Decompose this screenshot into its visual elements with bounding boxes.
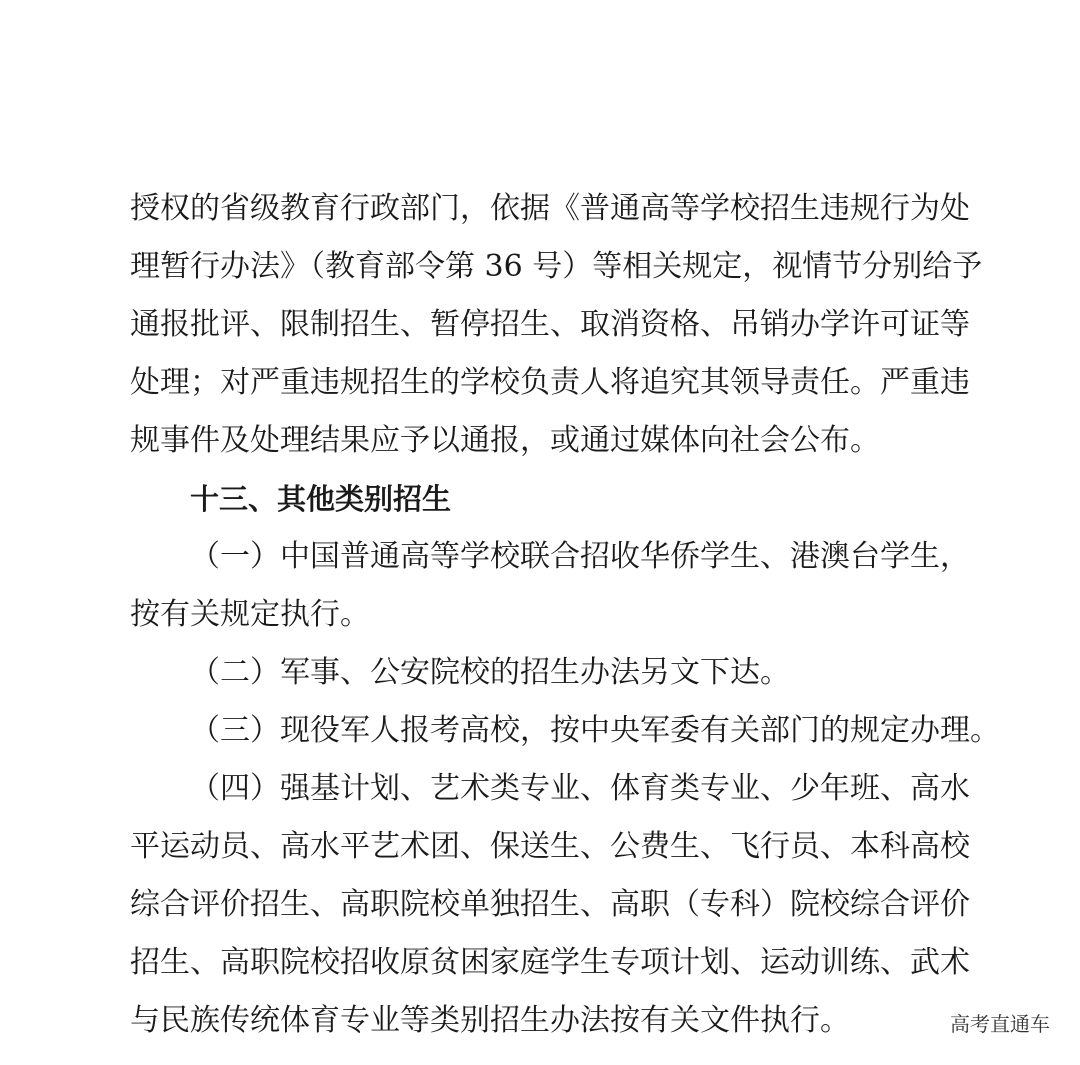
item-1-line: 按有关规定执行。 — [130, 597, 370, 632]
paragraph-line: 通报批评、限制招生、暂停招生、取消资格、吊销办学许可证等 — [130, 307, 970, 342]
item-4-line: （四）强基计划、艺术类专业、体育类专业、少年班、高水 — [190, 771, 970, 806]
item-1-line: （一）中国普通高等学校联合招收华侨学生、港澳台学生， — [190, 539, 970, 574]
paragraph-line: 理暂行办法》（教育部令第 36 号）等相关规定，视情节分别给予 — [130, 249, 983, 284]
item-4-line: 与民族传统体育专业等类别招生办法按有关文件执行。 — [130, 1003, 850, 1038]
paragraph-line: 处理；对严重违规招生的学校负责人将追究其领导责任。严重违 — [130, 365, 970, 400]
watermark-text: 高考直通车 — [950, 1012, 1050, 1036]
paragraph-line: 授权的省级教育行政部门，依据《普通高等学校招生违规行为处 — [130, 191, 970, 226]
section-heading: 十三、其他类别招生 — [190, 482, 452, 516]
item-4-line: 平运动员、高水平艺术团、保送生、公费生、飞行员、本科高校 — [130, 829, 970, 864]
item-4-line: 招生、高职院校招收原贫困家庭学生专项计划、运动训练、武术 — [130, 945, 970, 980]
item-3-line: （三）现役军人报考高校，按中央军委有关部门的规定办理。 — [190, 713, 1000, 748]
item-4-line: 综合评价招生、高职院校单独招生、高职（专科）院校综合评价 — [130, 887, 970, 922]
item-2-line: （二）军事、公安院校的招生办法另文下达。 — [190, 655, 790, 690]
paragraph-line: 规事件及处理结果应予以通报，或通过媒体向社会公布。 — [130, 423, 880, 458]
